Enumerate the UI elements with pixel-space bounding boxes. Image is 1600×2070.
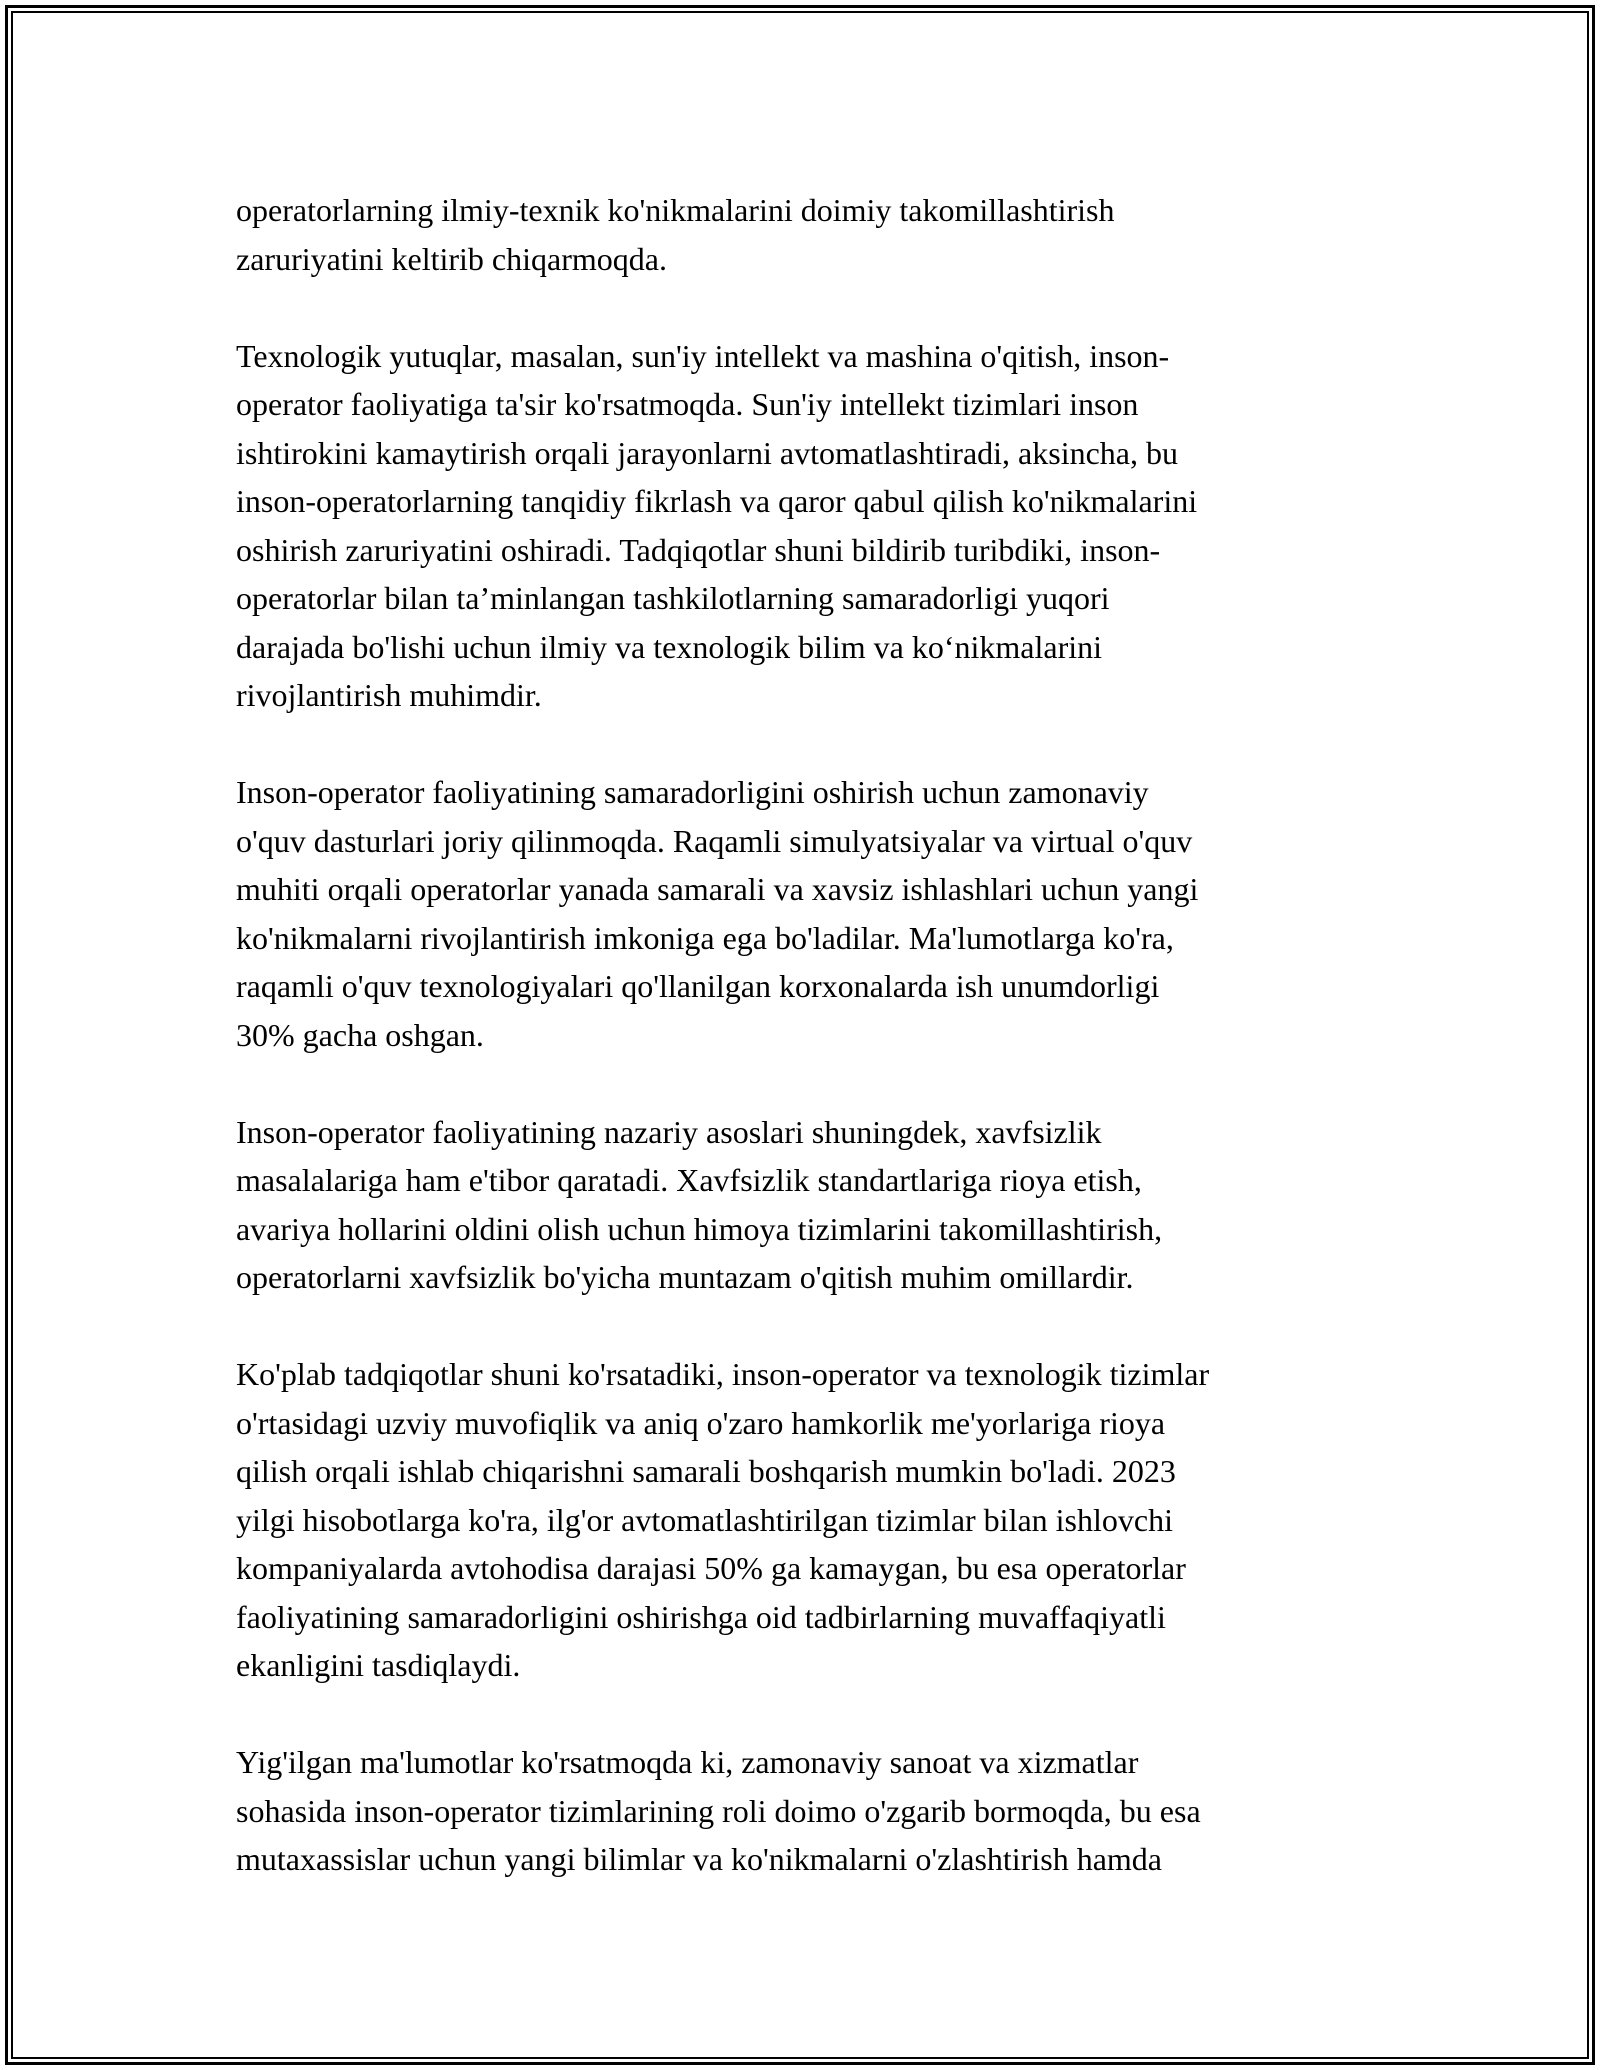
text-line: sohasida inson-operator tizimlarining roli doimo o'zgarib bormoqda, bu esa xyxy=(236,1792,1201,1829)
text-line: o'rtasidagi uzviy muvofiqlik va aniq o'zaro hamkorlik me'yorlariga rioya xyxy=(236,1404,1166,1441)
paragraph-5 xyxy=(236,1350,1366,1690)
text-line: Inson-operator faoliyatining nazariy asoslari shuningdek, xavfsizlik xyxy=(236,1113,1102,1150)
text-line: ko'nikmalarni rivojlantirish imkoniga ega bo'ladilar. Ma'lumotlarga ko'ra, xyxy=(236,919,1174,956)
text-line: kompaniyalarda avtohodisa darajasi 50% ga kamaygan, bu esa operatorlar xyxy=(236,1550,1186,1586)
text-line: Texnologik yutuqlar, masalan, sun'iy intellekt va mashina o'qitish, inson- xyxy=(236,337,1170,374)
text-line: masalalariga ham e'tibor qaratadi. Xavfsizlik standartlariga rioya etish, xyxy=(236,1162,1142,1198)
text-line: Inson-operator faoliyatining samaradorligini oshirish uchun zamonaviy xyxy=(236,774,1149,810)
text-line: muhiti orqali operatorlar yanada samarali va xavsiz ishlashlari uchun yangi xyxy=(236,871,1199,907)
text-line: ekanligini tasdiqlaydi. xyxy=(236,1647,521,1683)
text-line: raqamli o'quv texnologiyalari qo'llanilgan korxonalarda ish unumdorligi xyxy=(236,968,1160,1004)
text-line: yilgi hisobotlarga ko'ra, ilg'or avtomatlashtirilgan tizimlar bilan ishlovchi xyxy=(236,1501,1173,1538)
text-line: mutaxassislar uchun yangi bilimlar va ko'nikmalarni o'zlashtirish hamda xyxy=(236,1841,1162,1877)
text-line: avariya hollarini oldini olish uchun himoya tizimlarini takomillashtirish, xyxy=(236,1210,1163,1247)
text-line: ishtirokini kamaytirish orqali jarayonlarni avtomatlashtiradi, aksincha, bu xyxy=(236,434,1178,471)
text-line: operator faoliyatiga ta'sir ko'rsatmoqda. Sun'iy intellekt tizimlari inson xyxy=(236,386,1139,422)
paragraph-6 xyxy=(236,1738,1366,1884)
paragraph-4 xyxy=(236,1108,1366,1302)
text-line: Ko'plab tadqiqotlar shuni ko'rsatadiki, inson-operator va texnologik tizimlar xyxy=(236,1356,1210,1392)
text-line: operatorlar bilan ta’minlangan tashkilotlarning samaradorligi yuqori xyxy=(236,580,1110,616)
text-line: rivojlantirish muhimdir. xyxy=(236,677,542,713)
text-line: qilish orqali ishlab chiqarishni samarali boshqarish mumkin bo'ladi. 2023 xyxy=(236,1453,1176,1489)
paragraph-3 xyxy=(236,768,1366,1059)
text-line: faoliyatining samaradorligini oshirishga oid tadbirlarning muvaffaqiyatli xyxy=(236,1598,1166,1635)
text-line: operatorlarni xavfsizlik bo'yicha muntazam o'qitish muhim omillardir. xyxy=(236,1259,1134,1295)
paragraph-1 xyxy=(236,186,1366,283)
document-body xyxy=(236,186,1366,1932)
paragraph-2 xyxy=(236,332,1366,720)
text-line: o'quv dasturlari joriy qilinmoqda. Raqamli simulyatsiyalar va virtual o'quv xyxy=(236,822,1193,859)
text-line: Yig'ilgan ma'lumotlar ko'rsatmoqda ki, zamonaviy sanoat va xizmatlar xyxy=(236,1744,1139,1780)
text-line: inson-operatorlarning tanqidiy fikrlash va qaror qabul qilish ko'nikmalarini xyxy=(236,483,1198,519)
text-line: zaruriyatini keltirib chiqarmoqda. xyxy=(236,240,667,277)
text-line: darajada bo'lishi uchun ilmiy va texnologik bilim va ko‘nikmalarini xyxy=(236,628,1103,665)
text-line: oshirish zaruriyatini oshiradi. Tadqiqotlar shuni bildirib turibdiki, inson- xyxy=(236,531,1161,568)
text-line: 30% gacha oshgan. xyxy=(236,1016,484,1053)
text-line: operatorlarning ilmiy-texnik ko'nikmalarini doimiy takomillashtirish xyxy=(236,192,1115,228)
